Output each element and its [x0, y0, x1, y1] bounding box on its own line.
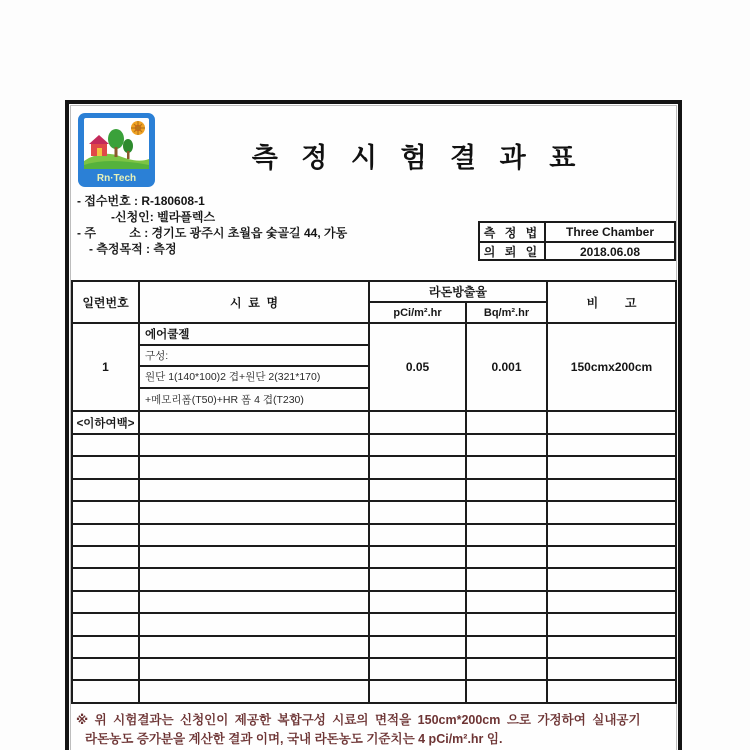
empty-cell	[140, 435, 370, 457]
address-value: 경기도 광주시 초월읍 숯골길 44, 가동	[151, 226, 348, 240]
empty-cell	[467, 525, 548, 547]
empty-cell	[370, 457, 467, 479]
info-block	[77, 194, 347, 258]
empty-cell	[140, 637, 370, 659]
header-unit-bq: Bq/m².hr	[467, 303, 548, 324]
receipt-number-line	[77, 194, 347, 210]
purpose-label: - 측정목적 :	[89, 242, 154, 256]
empty-cell	[73, 457, 140, 479]
empty-cell	[467, 659, 548, 681]
table-row	[73, 457, 677, 479]
header-unit-pci: pCi/m².hr	[370, 303, 467, 324]
empty-cell	[140, 547, 370, 569]
empty-cell	[548, 569, 677, 591]
table-row	[73, 637, 677, 659]
rntech-logo-icon	[78, 113, 155, 187]
empty-cell	[548, 637, 677, 659]
table-row	[73, 435, 677, 457]
empty-cell	[548, 412, 677, 435]
empty-cell	[370, 614, 467, 636]
table-row	[73, 681, 677, 703]
sample-composition-label: 구성:	[140, 346, 368, 368]
row1-serial: 1	[73, 324, 140, 412]
applicant-value: 벨라플렉스	[157, 210, 216, 224]
receipt-number-label: - 접수번호 :	[77, 194, 142, 208]
empty-cell	[548, 435, 677, 457]
row1-sample-cell	[140, 324, 370, 412]
meta-box	[478, 221, 676, 261]
method-value: Three Chamber	[565, 225, 655, 239]
empty-cell	[73, 614, 140, 636]
empty-cell	[140, 412, 370, 435]
empty-cell	[467, 614, 548, 636]
document-frame	[65, 100, 682, 750]
table-row	[73, 324, 677, 412]
empty-cell	[140, 681, 370, 703]
empty-cell	[467, 547, 548, 569]
empty-cell	[73, 480, 140, 502]
address-label: - 주 소 :	[77, 226, 152, 240]
purpose-line	[77, 242, 347, 258]
empty-cell	[140, 592, 370, 614]
purpose-value: 측정	[153, 242, 177, 256]
table-row	[73, 547, 677, 569]
flower-icon	[131, 121, 145, 135]
empty-cell	[467, 412, 548, 435]
empty-cell	[370, 547, 467, 569]
empty-cell	[548, 592, 677, 614]
receipt-number-value: R-180608-1	[141, 194, 205, 208]
rntech-logo	[78, 113, 155, 187]
empty-cell	[73, 569, 140, 591]
empty-cell	[140, 659, 370, 681]
empty-cell	[73, 592, 140, 614]
empty-cell	[370, 412, 467, 435]
empty-cell	[370, 637, 467, 659]
empty-cell	[467, 569, 548, 591]
empty-cell	[140, 569, 370, 591]
results-table	[71, 280, 677, 704]
header-sample-name: 시 료 명	[140, 282, 370, 324]
header-serial-number: 일련번호	[73, 282, 140, 324]
table-row	[73, 659, 677, 681]
table-row	[73, 614, 677, 636]
empty-cell	[548, 547, 677, 569]
table-row	[73, 502, 677, 524]
empty-cell	[548, 525, 677, 547]
empty-cell	[73, 525, 140, 547]
empty-cell	[548, 614, 677, 636]
empty-cell	[73, 502, 140, 524]
table-header	[73, 280, 677, 324]
method-label: 측 정 법	[480, 223, 546, 241]
empty-cell	[467, 480, 548, 502]
empty-cell	[140, 480, 370, 502]
empty-cell	[548, 659, 677, 681]
table-row	[73, 480, 677, 502]
empty-cell	[370, 435, 467, 457]
row1-bq-value: 0.001	[467, 324, 548, 412]
row2-blank-marker: <이하여백>	[73, 412, 140, 435]
svg-text:Rn·Tech: Rn·Tech	[96, 173, 137, 184]
empty-cell	[73, 637, 140, 659]
row1-pci-value: 0.05	[370, 324, 467, 412]
sample-name: 에어쿨젤	[140, 324, 368, 346]
empty-cell	[548, 502, 677, 524]
empty-cell	[467, 457, 548, 479]
empty-cell	[370, 659, 467, 681]
empty-cell	[73, 547, 140, 569]
applicant-label: -신청인:	[111, 210, 158, 224]
empty-cell	[467, 681, 548, 703]
empty-cell	[140, 525, 370, 547]
empty-cell	[467, 637, 548, 659]
empty-cell	[548, 681, 677, 703]
empty-cell	[467, 502, 548, 524]
empty-cell	[73, 681, 140, 703]
sample-composition-line2: +메모리폼(T50)+HR 폼 4 겹(T230)	[145, 393, 304, 406]
sample-composition-line1: 원단 1(140*100)2 겹+원단 2(321*170)	[140, 367, 368, 389]
footnote-line2: 라돈농도 증가분을 계산한 결과 이며, 국내 라돈농도 기준치는 4 pCi/m².hr 임.	[85, 732, 503, 746]
footnote-line1: ※ 위 시험결과는 신청인이 제공한 복합구성 시료의 면적을 150cm*200cm 으로 가정하여 실내공기	[76, 713, 641, 727]
row1-remark: 150cmx200cm	[548, 324, 677, 412]
address-line	[77, 226, 347, 242]
empty-cell	[467, 435, 548, 457]
request-date-label: 의 뢰 일	[480, 243, 546, 260]
empty-cell	[370, 569, 467, 591]
empty-cell	[140, 502, 370, 524]
empty-cell	[370, 480, 467, 502]
empty-cell	[467, 592, 548, 614]
empty-cell	[140, 614, 370, 636]
empty-cell	[548, 457, 677, 479]
table-row	[73, 592, 677, 614]
empty-cell	[370, 681, 467, 703]
applicant-line	[77, 210, 347, 226]
empty-cell	[370, 525, 467, 547]
request-date-row	[480, 241, 674, 259]
empty-cell	[140, 457, 370, 479]
table-row	[73, 412, 677, 435]
method-row	[480, 223, 674, 241]
table-row	[73, 569, 677, 591]
empty-cell	[73, 435, 140, 457]
header-radon-emission-rate: 라돈방출율	[370, 282, 548, 303]
table-row	[73, 525, 677, 547]
page-title: 측 정 시 험 결 과 표	[251, 143, 584, 173]
empty-cell	[370, 592, 467, 614]
request-date-value: 2018.06.08	[579, 244, 641, 259]
header-remark: 비 고	[548, 282, 677, 324]
empty-cell	[370, 502, 467, 524]
footnote	[69, 702, 678, 749]
empty-cell	[548, 480, 677, 502]
empty-cell	[73, 659, 140, 681]
